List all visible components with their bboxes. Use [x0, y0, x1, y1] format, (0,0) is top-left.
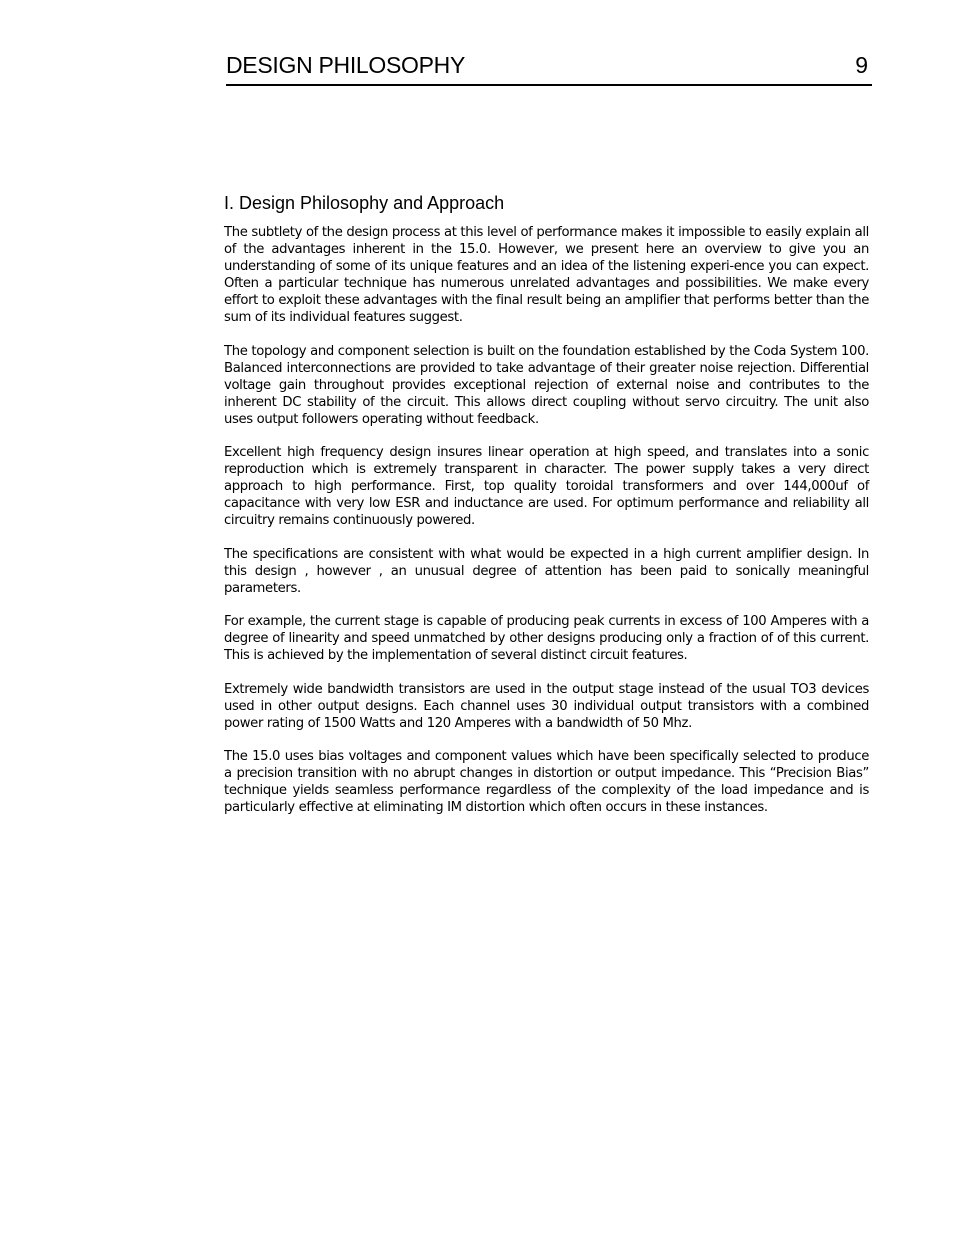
- body-text: [224, 224, 869, 833]
- paragraph-2: The topology and component selection is built on the foundation established by the Coda System 100. Balanced interconnections are provided to take advantage of their greater noise rejection. Differential voltage gain throughout provides exceptional rejection of external noise and contributes to the inherent DC stability of the circuit. This allows direct coupling without servo circuitry. The unit also uses output followers operating without feedback.: [224, 343, 869, 427]
- paragraph-4: The specifications are consistent with what would be expected in a high current amplifier design. In this design , however , an unusual degree of attention has been paid to sonically meaningful parameters.: [224, 546, 869, 596]
- paragraph-6: Extremely wide bandwidth transistors are used in the output stage instead of the usual TO3 devices used in other output designs. Each channel uses 30 individual output transistors with a combined power rating of 1500 Watts and 120 Amperes with a bandwidth of 50 Mhz.: [224, 681, 869, 731]
- paragraph-7: The 15.0 uses bias voltages and component values which have been specifically selected to produce a precision transition with no abrupt changes in distortion or output impedance. This “Precision Bias” technique yields seamless performance regardless of the complexity of the load impedance and is particularly effective at eliminating IM distortion which often occurs in these instances.: [224, 749, 869, 815]
- paragraph-3: Excellent high frequency design insures linear operation at high speed, and translates into a sonic reproduction which is extremely transparent in character. The power supply takes a very direct approach to high performance. First, top quality toroidal transformers and over 144,000uf of capacitance with very low ESR and inductance are used. For optimum performance and reliability all circuitry remains continuously powered.: [224, 445, 869, 528]
- paragraph-1: The subtlety of the design process at this level of performance makes it impossible to easily explain all of the advantages inherent in the 15.0. However, we present here an overview to give you an understanding of some of its unique features and an idea of the listening experi-ence you can expect. Often a particular technique has numerous unrelated advantages and possibilities. We make every effort to exploit these advantages with the final result being an amplifier that performs better than the sum of its individual features suggest.: [224, 225, 869, 325]
- paragraph-5: For example, the current stage is capable of producing peak currents in excess of 100 Amperes with a degree of linearity and speed unmatched by other designs producing only a fraction of of this current. This is achieved by the implementation of several distinct circuit features.: [224, 614, 869, 663]
- page-header: [226, 50, 872, 86]
- section-heading: I. Design Philosophy and Approach: [224, 193, 505, 213]
- page-title: DESIGN PHILOSOPHY: [226, 52, 466, 78]
- page-number: 9: [855, 52, 868, 78]
